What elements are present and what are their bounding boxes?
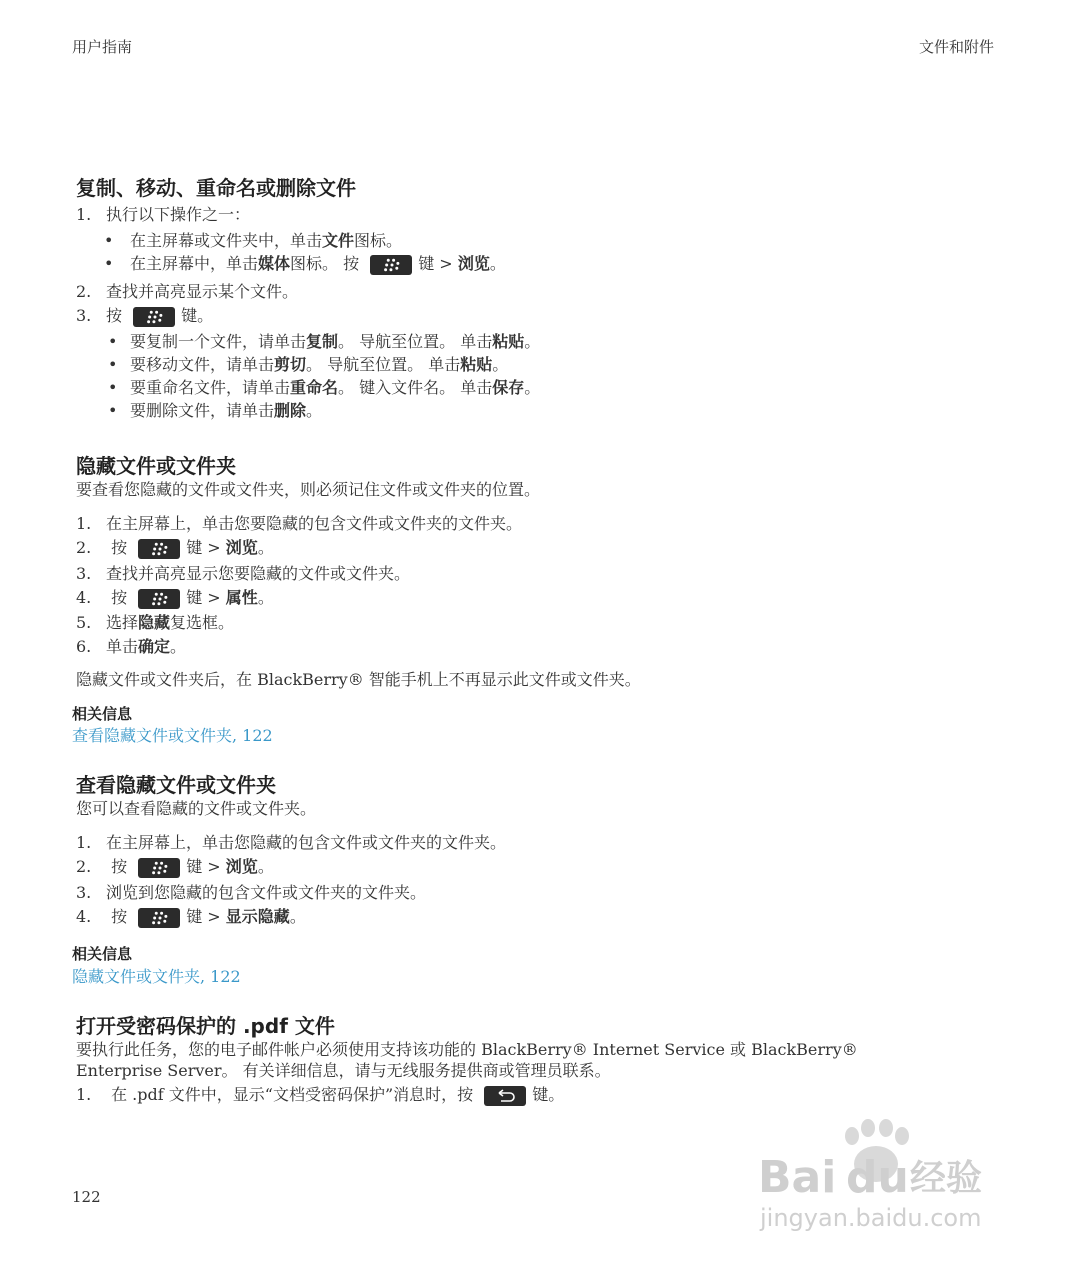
related-link-hide[interactable]: 隐藏文件或文件夹, 122 xyxy=(72,967,241,986)
step-item: 4. 按 键 > 显示隐藏。 xyxy=(76,907,306,926)
step-item: 1. 在主屏幕上，单击您要隐藏的包含文件或文件夹的文件夹。 xyxy=(76,514,523,533)
related-link-view-hidden[interactable]: 查看隐藏文件或文件夹, 122 xyxy=(72,726,273,745)
blackberry-menu-key-icon xyxy=(138,908,180,928)
section-title-pdf: 打开受密码保护的 .pdf 文件 xyxy=(76,1014,335,1038)
step-item: 1. 执行以下操作之一： xyxy=(76,205,251,224)
step-item: 2. 按 键 > 浏览。 xyxy=(76,857,274,876)
page-number: 122 xyxy=(72,1188,101,1206)
section-intro: 您可以查看隐藏的文件或文件夹。 xyxy=(76,799,317,818)
baidu-jingyan-watermark xyxy=(748,1118,1008,1238)
bullet-item: • 要重命名文件，请单击重命名。 键入文件名。 单击保存。 xyxy=(108,378,541,397)
related-info-heading: 相关信息 xyxy=(72,705,133,723)
step-item: 5. 选择隐藏复选框。 xyxy=(76,613,235,632)
blackberry-menu-key-icon xyxy=(370,255,412,275)
section-note: 隐藏文件或文件夹后，在 BlackBerry® 智能手机上不再显示此文件或文件夹。 xyxy=(76,670,641,689)
running-header-right: 文件和附件 xyxy=(918,38,994,56)
section-intro-line2: Enterprise Server。 有关详细信息，请与无线服务提供商或管理员联系。 xyxy=(76,1061,611,1080)
bullet-item: • 在主屏幕或文件夹中，单击文件图标。 xyxy=(104,231,403,250)
related-info-heading: 相关信息 xyxy=(72,945,133,963)
section-intro: 要查看您隐藏的文件或文件夹，则必须记住文件或文件夹的位置。 xyxy=(76,480,541,499)
step-item: 6. 单击确定。 xyxy=(76,637,187,656)
running-header-left: 用户指南 xyxy=(72,38,133,56)
blackberry-menu-key-icon xyxy=(138,539,180,559)
step-item: 2. 查找并高亮显示某个文件。 xyxy=(76,282,299,301)
watermark-brand: Bai xyxy=(758,1152,837,1203)
step-item: 4. 按 键 > 属性。 xyxy=(76,588,274,607)
step-item: 1. 在 .pdf 文件中，显示“文档受密码保护”消息时，按 键。 xyxy=(76,1085,565,1104)
bullet-item: • 要移动文件，请单击剪切。 导航至位置。 单击粘贴。 xyxy=(108,355,509,374)
step-item: 3. 查找并高亮显示您要隐藏的文件或文件夹。 xyxy=(76,564,411,583)
section-title-view-hidden: 查看隐藏文件或文件夹 xyxy=(76,773,276,797)
section-intro-line1: 要执行此任务，您的电子邮件帐户必须使用支持该功能的 BlackBerry® Internet Service 或 BlackBerry® xyxy=(76,1040,858,1059)
watermark-url: jingyan.baidu.com xyxy=(760,1204,982,1232)
back-key-icon xyxy=(484,1086,526,1106)
watermark-cn: 经验 xyxy=(910,1158,983,1199)
blackberry-menu-key-icon xyxy=(133,307,175,327)
bullet-item: • 要删除文件，请单击删除。 xyxy=(108,401,323,420)
watermark-brand2: du xyxy=(846,1152,909,1203)
bullet-item: • 要复制一个文件，请单击复制。 导航至位置。 单击粘贴。 xyxy=(108,332,541,351)
step-item: 1. 在主屏幕上，单击您隐藏的包含文件或文件夹的文件夹。 xyxy=(76,833,507,852)
step-item: 2. 按 键 > 浏览。 xyxy=(76,538,274,557)
section-title-copy-move: 复制、移动、重命名或删除文件 xyxy=(76,176,356,200)
section-title-hide: 隐藏文件或文件夹 xyxy=(76,454,236,478)
blackberry-menu-key-icon xyxy=(138,589,180,609)
blackberry-menu-key-icon xyxy=(138,858,180,878)
step-item: 3. 按 键。 xyxy=(76,306,214,325)
bullet-item: • 在主屏幕中，单击媒体图标。 按 键 > 浏览。 xyxy=(104,254,506,273)
step-item: 3. 浏览到您隐藏的包含文件或文件夹的文件夹。 xyxy=(76,883,427,902)
